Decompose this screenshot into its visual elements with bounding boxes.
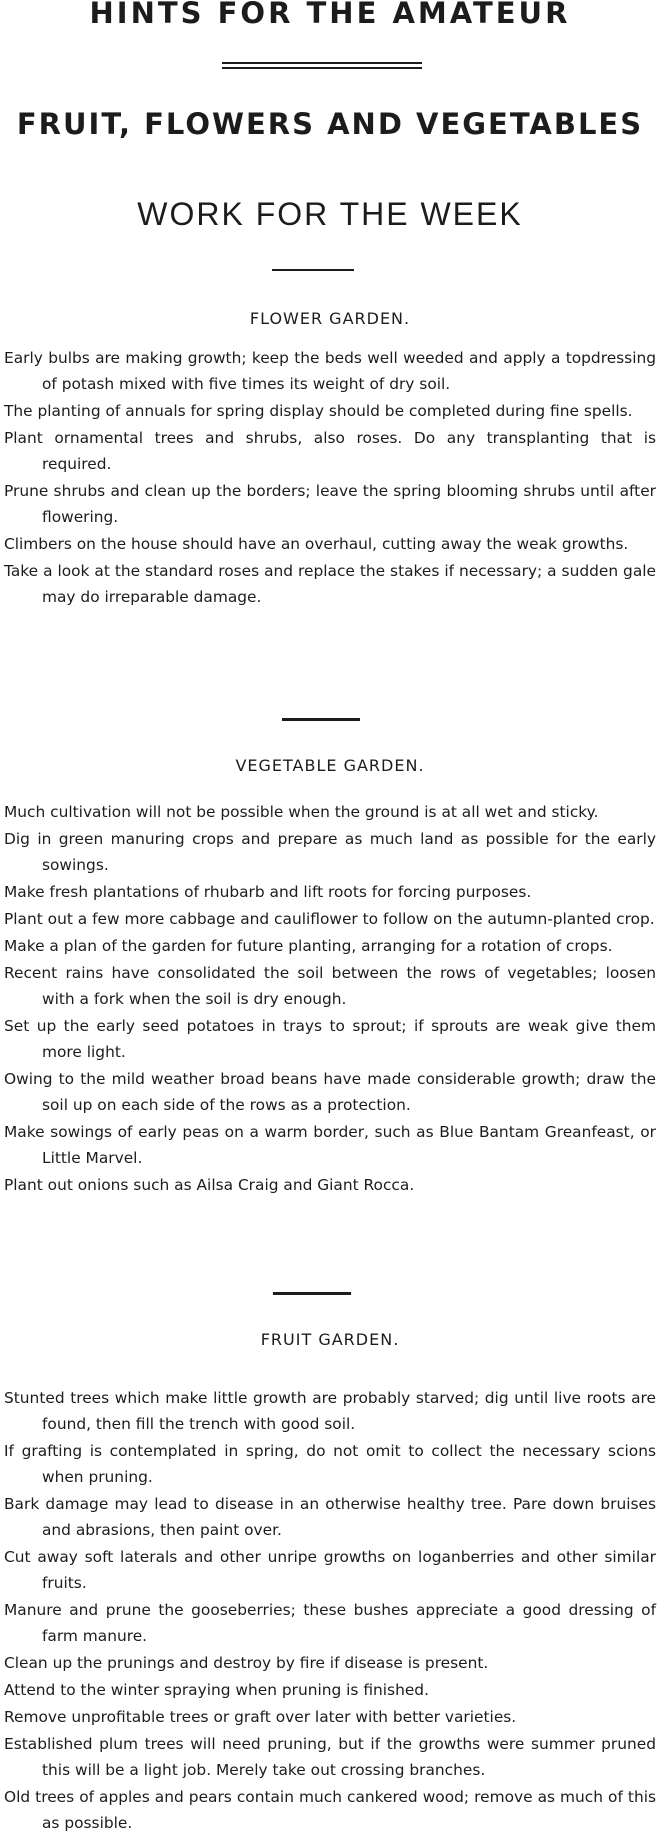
list-item: Take a look at the standard roses and replace the stakes if necessary; a sudden gale may do irreparable damage.: [4, 562, 656, 606]
list-item: Plant out a few more cabbage and cauliflower to follow on the autumn-planted crop.: [4, 910, 655, 928]
list-item: Make fresh plantations of rhubarb and lift roots for forcing purposes.: [4, 883, 532, 901]
column-title: HINTS FOR THE AMATEUR: [89, 0, 571, 30]
list-item: Bark damage may lead to disease in an otherwise healthy tree. Pare down bruises and abrasions, then paint over.: [4, 1495, 656, 1539]
column-subtitle: FRUIT, FLOWERS AND VEGETABLES: [16, 107, 644, 141]
list-item: Old trees of apples and pears contain much cankered wood; remove as much of this as possible.: [4, 1788, 656, 1832]
flower-garden-heading: FLOWER GARDEN.: [249, 309, 411, 328]
list-item: Set up the early seed potatoes in trays to sprout; if sprouts are weak give them more light.: [4, 1017, 656, 1061]
title-double-rule: [222, 62, 422, 69]
fruit-garden-heading: FRUIT GARDEN.: [260, 1330, 400, 1349]
list-item: Established plum trees will need pruning, but if the growths were summer pruned this will be a light job. Merely take out crossing branches.: [4, 1735, 656, 1779]
vegetable-garden-list: [4, 799, 656, 1199]
list-item: Cut away soft laterals and other unripe growths on loganberries and other similar fruits.: [4, 1548, 656, 1592]
list-item: Recent rains have consolidated the soil between the rows of vegetables; loosen with a fork when the soil is dry enough.: [4, 964, 656, 1008]
list-item: The planting of annuals for spring display should be completed during fine spells.: [4, 402, 633, 420]
list-item: Owing to the mild weather broad beans have made considerable growth; draw the soil up on each side of the rows as a protection.: [4, 1070, 656, 1114]
list-item: If grafting is contemplated in spring, do not omit to collect the necessary scions when pruning.: [4, 1442, 656, 1486]
flower-garden-list: [4, 345, 656, 611]
column-kicker: WORK FOR THE WEEK: [137, 196, 523, 232]
list-item: Manure and prune the gooseberries; these bushes appreciate a good dressing of farm manure.: [4, 1601, 656, 1645]
list-item: Plant ornamental trees and shrubs, also roses. Do any transplanting that is required.: [4, 429, 656, 473]
section-divider: [273, 1292, 351, 1295]
list-item: Make sowings of early peas on a warm border, such as Blue Bantam Greanfeast, or Little Marvel.: [4, 1123, 656, 1167]
list-item: Stunted trees which make little growth are probably starved; dig until live roots are found, then fill the trench with good soil.: [4, 1389, 656, 1433]
kicker-rule: [272, 269, 354, 271]
fruit-garden-list: [4, 1385, 656, 1837]
vegetable-garden-heading: VEGETABLE GARDEN.: [235, 756, 425, 775]
list-item: Dig in green manuring crops and prepare as much land as possible for the early sowings.: [4, 830, 656, 874]
list-item: Plant out onions such as Ailsa Craig and Giant Rocca.: [4, 1176, 415, 1194]
section-divider: [282, 718, 360, 721]
list-item: Climbers on the house should have an overhaul, cutting away the weak growths.: [4, 535, 629, 553]
list-item: Early bulbs are making growth; keep the beds well weeded and apply a topdressing of potash mixed with five times its weight of dry soil.: [4, 349, 656, 393]
list-item: Much cultivation will not be possible when the ground is at all wet and sticky.: [4, 803, 599, 821]
list-item: Make a plan of the garden for future planting, arranging for a rotation of crops.: [4, 937, 613, 955]
list-item: Prune shrubs and clean up the borders; leave the spring blooming shrubs until after flowering.: [4, 482, 656, 526]
list-item: Attend to the winter spraying when pruning is finished.: [4, 1681, 429, 1699]
list-item: Remove unprofitable trees or graft over later with better varieties.: [4, 1708, 517, 1726]
list-item: Clean up the prunings and destroy by fire if disease is present.: [4, 1654, 489, 1672]
